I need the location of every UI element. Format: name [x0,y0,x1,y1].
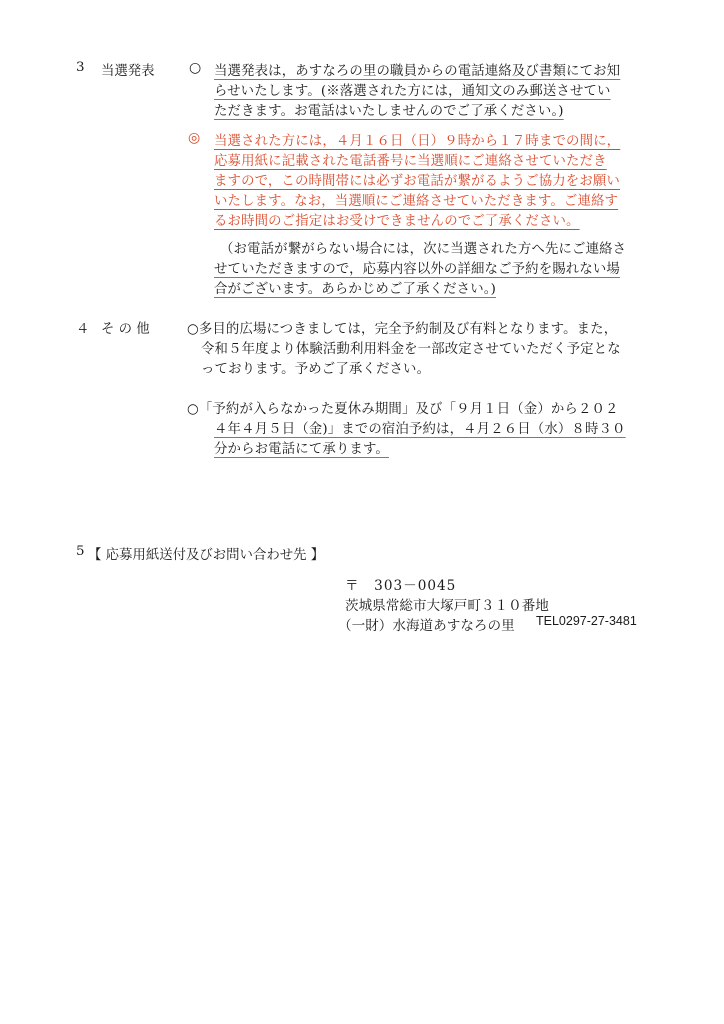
section-3-bullet-2-line-1: 当選された方には，４月１６日（日）９時から１７時までの間に， [214,134,621,149]
section-4-bullet-2-line-3: 分からお電話にて承ります。 [214,442,389,457]
section-4-bullet-1-line-2: 令和５年度より体験活動利用料金を一部改定させていただく予定とな [201,342,621,357]
section-4-bullet-2-line-1: ○「予約が入らなかった夏休み期間」及び「９月１日（金）から２０２ [187,402,619,417]
address: 茨城県常総市大塚戸町３１０番地 [345,598,549,614]
section-3-title: 当選発表 [101,64,155,79]
section-3-number: 3 [76,60,85,75]
section-3-bullet-2-line-2: 応募用紙に記載された電話番号に当選順にご連絡させていただき [214,154,607,169]
section-4-bullet-1-line-3: っております。予めご了承ください。 [201,362,431,377]
section-3-bullet-1-mark: ○ [189,60,202,76]
section-3-bullet-1-line-1: 当選発表は，あすなろの里の職員からの電話連絡及び書類にてお知 [214,64,621,79]
section-4-bullet-2-line-2: ４年４月５日（金)」までの宿泊予約は，４月２６日（水）８時３０ [214,422,626,437]
section-4-title: そ の 他 [101,322,150,337]
section-3-bullet-1-line-2: らせいたします。(※落選された方には，通知文のみ郵送させてい [214,84,611,99]
section-5-title: 【 応募用紙送付及びお問い合わせ先 】 [88,548,325,563]
section-3-note-line-1: （お電話が繋がらない場合には，次に当選された方へ先にご連絡さ [220,242,627,257]
telephone-number: TEL0297-27-3481 [536,614,637,628]
section-3-bullet-2-line-5: るお時間のご指定はお受けできませんのでご了承ください。 [214,214,580,229]
section-4-number: ４ [76,322,90,337]
section-3-bullet-2-line-4: いたします。なお，当選順にご連絡させていただきます。ご連絡す [214,194,619,209]
section-3-bullet-2-mark: ◎ [188,130,201,146]
section-3-note-line-2: せていただきますので，応募内容以外の詳細なご予約を賜れない場 [214,262,620,277]
postal-code: 〒 303－0045 [345,578,457,594]
section-5-number: 5 [76,544,85,559]
organization-name: （一財）水海道あすなろの里 [338,618,515,634]
section-3-note-line-3: 合がございます。あらかじめご了承ください。) [214,282,496,297]
section-4-bullet-1-line-1: ○多目的広場につきましては，完全予約制及び有料となります。また， [187,322,618,337]
section-3-bullet-2-line-3: ますので，この時間帯には必ずお電話が繋がるようご協力をお願い [214,174,620,189]
section-3-bullet-1-line-3: ただきます。お電話はいたしませんのでご了承ください。) [214,104,564,119]
